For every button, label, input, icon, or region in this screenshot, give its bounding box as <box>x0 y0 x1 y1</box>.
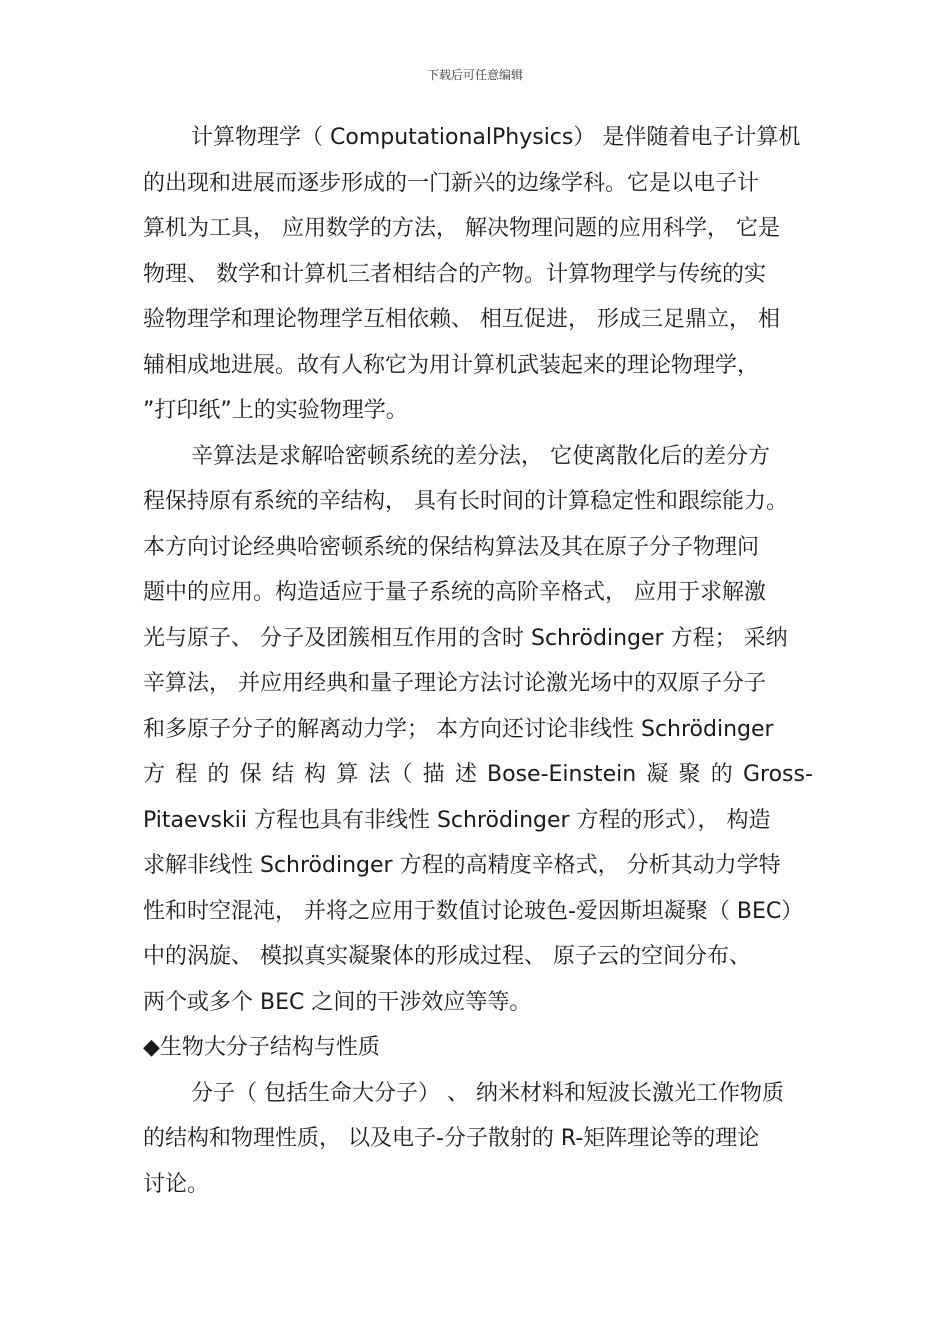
text-line: 和多原子分子的解离动力学； 本方向还讨论非线性 Schrödinger <box>143 716 774 742</box>
justified-token: 保 <box>239 762 262 787</box>
justified-token: Bose-Einstein <box>487 762 637 787</box>
text-line: 程保持原有系统的辛结构， 具有长时间的计算稳定性和跟综能力。 <box>143 489 788 514</box>
text-line: 求解非线性 Schrödinger 方程的高精度辛格式， 分析其动力学特 <box>143 853 781 878</box>
text-line: 讨论。 <box>143 1171 210 1197</box>
text-line: 光与原子、 分子及团簇相互作用的含时 Schrödinger 方程； 采纳 <box>143 625 788 651</box>
text-line: 题中的应用。构造适应于量子系统的高阶辛格式， 应用于求解激 <box>143 580 766 605</box>
text-line: Pitaevskii 方程也具有非线性 Schrödinger 方程的形式）， 构造 <box>143 807 771 833</box>
text-line: 本方向讨论经典哈密顿系统的保结构算法及其在原子分子物理问 <box>143 534 760 560</box>
text-line: 的出现和进展而逐步形成的一门新兴的边缘学科。它是以电子计 <box>143 170 760 196</box>
section-heading: ◆生物大分子结构与性质 <box>143 1035 380 1060</box>
justified-token: 描 <box>422 762 445 787</box>
text-line: 辛算法是求解哈密顿系统的差分法， 它使离散化后的差分方 <box>191 443 770 469</box>
text-line: 中的涡旋、 模拟真实凝聚体的形成过程、 原子云的空间分布、 <box>143 944 751 969</box>
justified-token: 述 <box>454 762 477 787</box>
text-line: 分子（ 包括生命大分子） 、 纳米材料和短波长激光工作物质 <box>191 1080 784 1106</box>
justified-token: 算 <box>336 762 359 787</box>
text-line-justified <box>143 752 813 798</box>
text-line: ”打印纸”上的实验物理学。 <box>143 398 408 423</box>
text-line: 算机为工具， 应用数学的方法， 解决物理问题的应用科学， 它是 <box>143 216 780 241</box>
text-line: 两个或多个 BEC 之间的干涉效应等等。 <box>143 989 532 1015</box>
text-line: 验物理学和理论物理学互相依赖、 相互促进， 形成三足鼎立， 相 <box>143 307 780 332</box>
text-line: 辅相成地进展。故有人称它为用计算机武装起来的理论物理学， <box>143 352 760 378</box>
justified-token: 构 <box>304 762 327 787</box>
text-line: 物理、 数学和计算机三者相结合的产物。计算物理学与传统的实 <box>143 261 766 287</box>
text-line: 计算物理学（ ComputationalPhysics） 是伴随着电子计算机 <box>191 125 801 150</box>
justified-token: 聚 <box>678 762 701 787</box>
justified-token: Gross- <box>742 762 813 787</box>
text-line: 的结构和物理性质， 以及电子-分子散射的 R-矩阵理论等的理论 <box>143 1126 760 1151</box>
justified-token: 凝 <box>646 762 669 787</box>
justified-token: 方 <box>143 762 166 787</box>
text-line: 性和时空混沌， 并将之应用于数值讨论玻色-爱因斯坦凝聚（ BEC） <box>143 898 804 924</box>
justified-token: 结 <box>271 762 294 787</box>
justified-token: 程 <box>175 762 198 787</box>
justified-token: 法（ <box>368 762 413 787</box>
document-body <box>143 115 813 1207</box>
justified-token: 的 <box>207 762 230 787</box>
justified-token: 的 <box>710 762 733 787</box>
page-header: 下载后可任意编辑 <box>426 68 523 82</box>
text-line: 辛算法， 并应用经典和量子理论方法讨论激光场中的双原子分子 <box>143 671 766 696</box>
